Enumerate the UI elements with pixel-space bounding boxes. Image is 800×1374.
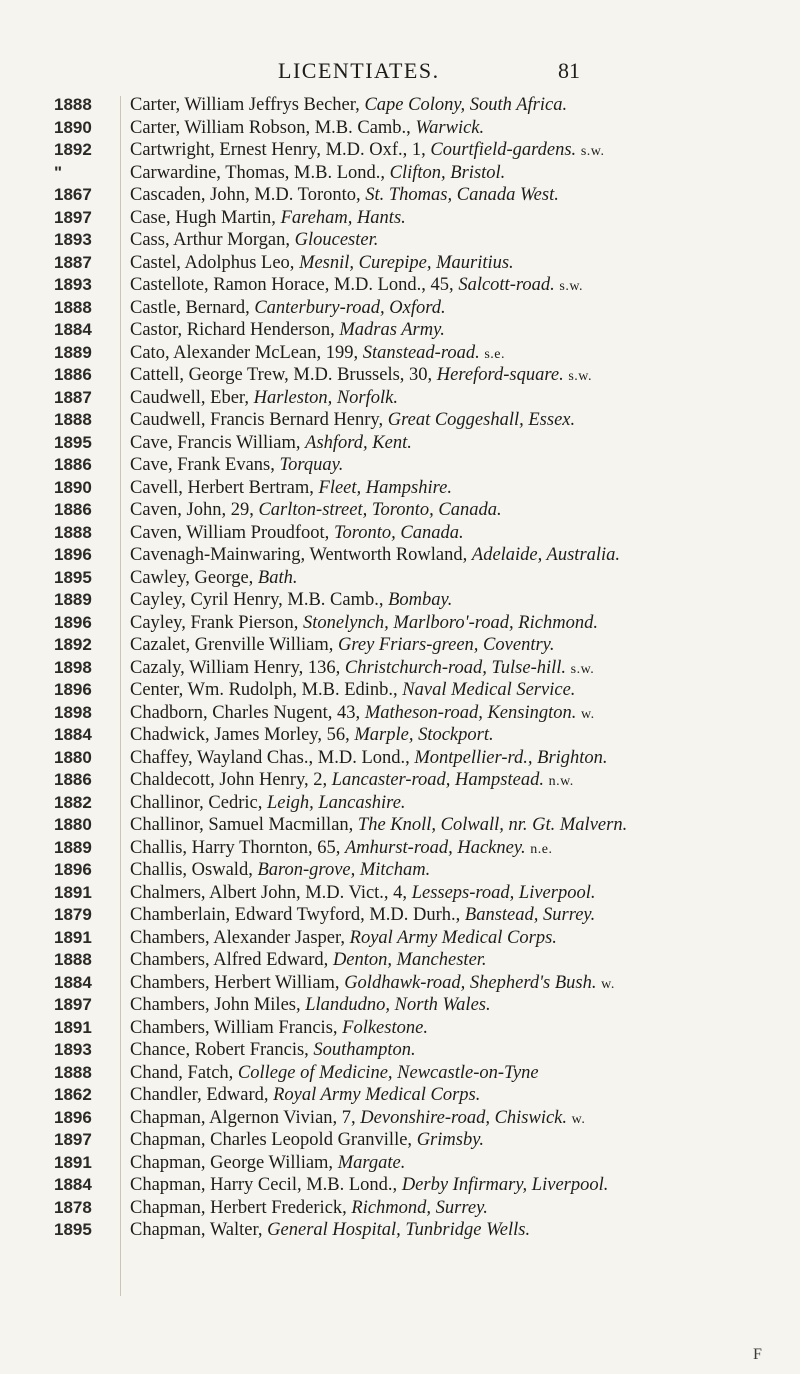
entry-year: 1897 bbox=[54, 1130, 92, 1149]
entry-postal-district: w. bbox=[571, 1111, 586, 1127]
entry-text bbox=[130, 117, 795, 140]
entry-year: 1891 bbox=[54, 927, 92, 947]
entry-year: 1889 bbox=[54, 590, 92, 609]
list-item bbox=[0, 162, 800, 185]
entry-text bbox=[130, 792, 795, 815]
entry-name: Chambers, Alfred Edward, bbox=[130, 950, 333, 970]
entry-text bbox=[130, 747, 795, 770]
entry-address: Royal Army Medical Corps. bbox=[273, 1085, 481, 1105]
entry-name: Chaffey, Wayland Chas., M.D. Lond., bbox=[130, 747, 415, 768]
entry-text bbox=[130, 342, 795, 367]
entry-address: The Knoll, Colwall, nr. Gt. Malvern. bbox=[357, 815, 628, 835]
entry-name: Cavell, Herbert Bertram, bbox=[130, 477, 319, 498]
entry-year: 1896 bbox=[54, 1107, 92, 1127]
entry-year: 1888 bbox=[54, 950, 92, 969]
entry-year: 1893 bbox=[54, 275, 92, 294]
list-item bbox=[0, 1017, 800, 1040]
entry-address: Christchurch-road, Tulse-hill. bbox=[344, 657, 567, 678]
entry-name: Challinor, Cedric, bbox=[130, 792, 267, 813]
entry-postal-district: s.e. bbox=[484, 346, 506, 362]
entry-name: Castor, Richard Henderson, bbox=[130, 320, 340, 340]
entry-address: Clifton, Bristol. bbox=[389, 162, 506, 183]
entry-name: Chambers, Alexander Jasper, bbox=[130, 927, 350, 948]
list-item bbox=[0, 364, 800, 387]
entry-postal-district: s.w. bbox=[568, 369, 592, 384]
running-head bbox=[0, 58, 800, 88]
list-item bbox=[0, 792, 800, 815]
list-item bbox=[0, 139, 800, 162]
list-item bbox=[0, 679, 800, 702]
entry-address: Fareham, Hants. bbox=[280, 207, 406, 228]
entry-year: 1897 bbox=[54, 995, 92, 1014]
entry-postal-district: s.w. bbox=[559, 279, 584, 294]
entry-year: 1888 bbox=[54, 1062, 92, 1082]
entry-year: 1895 bbox=[54, 1220, 92, 1239]
entry-name: Cavenagh-Mainwaring, Wentworth Rowland, bbox=[130, 545, 472, 565]
entry-text bbox=[130, 319, 795, 342]
list-item bbox=[0, 634, 800, 657]
entry-address: Canterbury-road, Oxford. bbox=[254, 297, 446, 318]
entry-name: Chapman, George William, bbox=[130, 1152, 338, 1173]
entry-address: Baron-grove, Mitcham. bbox=[257, 860, 431, 880]
entry-year: 1884 bbox=[54, 1175, 92, 1194]
entry-address: Denton, Manchester. bbox=[332, 950, 487, 970]
entry-text bbox=[130, 1219, 795, 1242]
entry-year: 1888 bbox=[54, 410, 92, 429]
entry-address: Ashford, Kent. bbox=[305, 432, 412, 453]
entry-name: Chapman, Charles Leopold Granville, bbox=[130, 1130, 417, 1150]
entry-year: 1889 bbox=[54, 837, 92, 857]
entry-text bbox=[130, 1062, 795, 1085]
entry-address: Mesnil, Curepipe, Mauritius. bbox=[299, 252, 514, 273]
entry-text bbox=[130, 544, 795, 567]
entry-address: Richmond, Surrey. bbox=[351, 1197, 488, 1218]
entry-postal-district: s.w. bbox=[580, 144, 605, 159]
list-item bbox=[0, 342, 800, 365]
entry-name: Chapman, Algernon Vivian, 7, bbox=[130, 1107, 361, 1128]
entry-name: Caven, John, 29, bbox=[130, 500, 259, 520]
entry-address: Banstead, Surrey. bbox=[464, 905, 596, 925]
licentiates-list bbox=[0, 94, 800, 1242]
entry-text bbox=[130, 1017, 795, 1040]
entry-address: Folkestone. bbox=[342, 1017, 428, 1038]
entry-address: Montpellier-rd., Brighton. bbox=[414, 747, 608, 768]
list-item bbox=[0, 882, 800, 905]
entry-address: College of Medicine, Newcastle-on-Tyne bbox=[237, 1062, 539, 1083]
entry-address: Leigh, Lancashire. bbox=[266, 792, 406, 813]
entry-name: Center, Wm. Rudolph, M.B. Edinb., bbox=[130, 680, 403, 700]
list-item bbox=[0, 117, 800, 140]
entry-text bbox=[130, 184, 795, 207]
entry-postal-district: s.w. bbox=[570, 661, 595, 677]
entry-text bbox=[130, 702, 795, 727]
entry-name: Chadwick, James Morley, 56, bbox=[130, 725, 355, 745]
entry-address: Derby Infirmary, Liverpool. bbox=[401, 1175, 609, 1195]
list-item bbox=[0, 657, 800, 680]
list-item bbox=[0, 589, 800, 612]
entry-year: 1891 bbox=[54, 1017, 92, 1037]
entry-postal-district: n.e. bbox=[530, 841, 553, 857]
list-item bbox=[0, 1174, 800, 1197]
entry-text bbox=[130, 949, 795, 972]
list-item bbox=[0, 319, 800, 342]
entry-name: Caudwell, Eber, bbox=[130, 387, 254, 408]
list-item bbox=[0, 1107, 800, 1130]
entry-name: Caudwell, Francis Bernard Henry, bbox=[130, 410, 388, 430]
entry-text bbox=[130, 1152, 795, 1175]
entry-address: Lesseps-road, Liverpool. bbox=[411, 882, 596, 903]
entry-text bbox=[130, 274, 795, 299]
list-item bbox=[0, 522, 800, 545]
entry-text bbox=[130, 387, 795, 410]
entry-year: 1888 bbox=[54, 297, 92, 317]
entry-text bbox=[130, 1107, 795, 1132]
list-item bbox=[0, 252, 800, 275]
entry-year: 1890 bbox=[54, 117, 92, 137]
entry-text bbox=[130, 724, 795, 747]
entry-text bbox=[130, 477, 795, 500]
list-item bbox=[0, 724, 800, 747]
entry-name: Case, Hugh Martin, bbox=[130, 207, 281, 228]
entry-year: 1886 bbox=[54, 770, 92, 789]
entry-year: 1891 bbox=[54, 882, 92, 902]
entry-text bbox=[130, 1129, 795, 1152]
entry-address: Cape Colony, South Africa. bbox=[364, 95, 568, 115]
entry-address: Bombay. bbox=[388, 590, 453, 610]
entry-address: Torquay. bbox=[279, 455, 344, 475]
entry-year: 1892 bbox=[54, 140, 92, 159]
entry-year: 1898 bbox=[54, 657, 92, 677]
entry-text bbox=[130, 657, 795, 682]
entry-address: General Hospital, Tunbridge Wells. bbox=[267, 1220, 531, 1240]
list-item bbox=[0, 1152, 800, 1175]
list-item bbox=[0, 1062, 800, 1085]
entry-year: 1880 bbox=[54, 815, 92, 834]
list-item bbox=[0, 297, 800, 320]
entry-text bbox=[130, 612, 795, 635]
page-title: LICENTIATES. bbox=[278, 58, 440, 83]
entry-year: 1889 bbox=[54, 342, 92, 362]
entry-address: Margate. bbox=[337, 1152, 406, 1173]
entry-name: Chambers, Herbert William, bbox=[130, 972, 345, 993]
list-item bbox=[0, 1039, 800, 1062]
entry-text bbox=[130, 1174, 795, 1197]
entry-address: Toronto, Canada. bbox=[333, 522, 464, 543]
entry-year: 1862 bbox=[54, 1085, 92, 1104]
entry-text bbox=[130, 522, 795, 545]
entry-address: Courtfield-gardens. bbox=[430, 140, 577, 160]
list-item bbox=[0, 1219, 800, 1242]
entry-address: Harleston, Norfolk. bbox=[253, 387, 398, 408]
list-item bbox=[0, 409, 800, 432]
entry-postal-district: w. bbox=[580, 706, 595, 722]
entry-text bbox=[130, 139, 795, 164]
entry-year: 1895 bbox=[54, 567, 92, 587]
entry-address: Lancaster-road, Hampstead. bbox=[331, 770, 544, 790]
list-item bbox=[0, 1197, 800, 1220]
entry-text bbox=[130, 499, 795, 522]
entry-name: Caven, William Proudfoot, bbox=[130, 522, 334, 543]
entry-year: 1896 bbox=[54, 545, 92, 564]
entry-address: Warwick. bbox=[415, 117, 485, 138]
list-item bbox=[0, 702, 800, 725]
entry-name: Cayley, Cyril Henry, M.B. Camb., bbox=[130, 590, 389, 610]
entry-name: Challinor, Samuel Macmillan, bbox=[130, 815, 358, 835]
entry-year: 1891 bbox=[54, 1152, 92, 1172]
list-item bbox=[0, 612, 800, 635]
entry-postal-district: n.w. bbox=[548, 774, 574, 789]
entry-year: 1880 bbox=[54, 747, 92, 767]
entry-name: Cave, Francis William, bbox=[130, 432, 306, 453]
entry-name: Cass, Arthur Morgan, bbox=[130, 230, 295, 250]
list-item bbox=[0, 747, 800, 770]
list-item bbox=[0, 387, 800, 410]
list-item bbox=[0, 1129, 800, 1152]
entry-year: 1896 bbox=[54, 860, 92, 879]
list-item bbox=[0, 544, 800, 567]
entry-name: Cayley, Frank Pierson, bbox=[130, 612, 303, 633]
entry-address: St. Thomas, Canada West. bbox=[365, 185, 559, 205]
entry-address: Great Coggeshall, Essex. bbox=[387, 410, 576, 430]
entry-name: Castle, Bernard, bbox=[130, 297, 255, 318]
entry-name: Cawley, George, bbox=[130, 567, 258, 588]
entry-text bbox=[130, 589, 795, 612]
entry-text bbox=[130, 837, 795, 862]
entry-year: 1893 bbox=[54, 1040, 92, 1059]
entry-year: 1892 bbox=[54, 635, 92, 654]
entry-name: Cattell, George Trew, M.D. Brussels, 30, bbox=[130, 365, 437, 385]
entry-name: Chapman, Walter, bbox=[130, 1220, 268, 1240]
entry-name: Castel, Adolphus Leo, bbox=[130, 252, 300, 273]
list-item bbox=[0, 927, 800, 950]
entry-name: Chand, Fatch, bbox=[130, 1062, 238, 1083]
entry-text bbox=[130, 297, 795, 320]
list-item bbox=[0, 814, 800, 837]
entry-text bbox=[130, 814, 795, 837]
entry-address: Llandudno, North Wales. bbox=[305, 995, 491, 1015]
entry-address: Grey Friars-green, Coventry. bbox=[338, 635, 555, 655]
list-item bbox=[0, 184, 800, 207]
entry-address: Madras Army. bbox=[339, 320, 445, 340]
entry-address: Southampton. bbox=[313, 1040, 416, 1060]
entry-address: Royal Army Medical Corps. bbox=[349, 927, 557, 948]
entry-text bbox=[130, 859, 795, 882]
list-item bbox=[0, 499, 800, 522]
entry-text bbox=[130, 769, 795, 794]
entry-name: Cave, Frank Evans, bbox=[130, 455, 280, 475]
entry-name: Chaldecott, John Henry, 2, bbox=[130, 770, 332, 790]
entry-name: Cato, Alexander McLean, 199, bbox=[130, 342, 363, 363]
entry-postal-district: w. bbox=[601, 976, 615, 992]
entry-name: Chambers, John Miles, bbox=[130, 995, 306, 1015]
entry-year: 1888 bbox=[54, 95, 92, 114]
entry-text bbox=[130, 994, 795, 1017]
entry-year: 1882 bbox=[54, 792, 92, 812]
list-item bbox=[0, 972, 800, 995]
entry-text bbox=[130, 409, 795, 432]
entry-name: Chandler, Edward, bbox=[130, 1085, 274, 1105]
entry-name: Castellote, Ramon Horace, M.D. Lond., 45, bbox=[130, 275, 459, 295]
entry-year: " bbox=[54, 162, 63, 182]
entry-year: 1884 bbox=[54, 972, 92, 992]
entry-year: 1890 bbox=[54, 477, 92, 497]
entry-address: Matheson-road, Kensington. bbox=[364, 702, 577, 723]
list-item bbox=[0, 567, 800, 590]
entry-text bbox=[130, 679, 795, 702]
entry-text bbox=[130, 94, 795, 117]
entry-year: 1886 bbox=[54, 455, 92, 474]
entry-address: Goldhawk-road, Shepherd's Bush. bbox=[344, 972, 597, 993]
list-item bbox=[0, 454, 800, 477]
entry-name: Chance, Robert Francis, bbox=[130, 1040, 314, 1060]
entry-text bbox=[130, 1084, 795, 1107]
entry-year: 1884 bbox=[54, 725, 92, 744]
entry-name: Carter, William Jeffrys Becher, bbox=[130, 95, 365, 115]
entry-address: Adelaide, Australia. bbox=[471, 545, 621, 565]
entry-address: Carlton-street, Toronto, Canada. bbox=[258, 500, 502, 520]
entry-address: Naval Medical Service. bbox=[402, 680, 576, 700]
list-item bbox=[0, 859, 800, 882]
entry-address: Salcott-road. bbox=[458, 275, 555, 295]
entry-text bbox=[130, 882, 795, 905]
entry-name: Challis, Harry Thornton, 65, bbox=[130, 837, 345, 858]
entry-year: 1879 bbox=[54, 905, 92, 924]
entry-address: Stanstead-road. bbox=[362, 342, 480, 363]
entry-name: Cazaly, William Henry, 136, bbox=[130, 657, 345, 678]
entry-name: Cartwright, Ernest Henry, M.D. Oxf., 1, bbox=[130, 140, 431, 160]
entry-text bbox=[130, 364, 795, 389]
entry-year: 1895 bbox=[54, 432, 92, 452]
entry-text bbox=[130, 972, 795, 997]
entry-text bbox=[130, 1039, 795, 1062]
entry-text bbox=[130, 162, 795, 185]
signature-mark: F bbox=[753, 1346, 762, 1363]
entry-year: 1893 bbox=[54, 230, 92, 249]
list-item bbox=[0, 1084, 800, 1107]
list-item bbox=[0, 477, 800, 500]
entry-name: Chalmers, Albert John, M.D. Vict., 4, bbox=[130, 882, 412, 903]
list-item bbox=[0, 994, 800, 1017]
entry-name: Chapman, Herbert Frederick, bbox=[130, 1197, 352, 1218]
entry-name: Chapman, Harry Cecil, M.B. Lond., bbox=[130, 1175, 402, 1195]
entry-address: Stonelynch, Marlboro'-road, Richmond. bbox=[303, 612, 598, 633]
entry-text bbox=[130, 927, 795, 950]
list-item bbox=[0, 837, 800, 860]
entry-address: Gloucester. bbox=[294, 230, 379, 250]
entry-year: 1887 bbox=[54, 252, 92, 272]
list-item bbox=[0, 432, 800, 455]
entry-text bbox=[130, 904, 795, 927]
entry-year: 1886 bbox=[54, 500, 92, 519]
list-item bbox=[0, 274, 800, 297]
entry-address: Grimsby. bbox=[416, 1130, 485, 1150]
page-number: 81 bbox=[558, 58, 580, 83]
entry-address: Amhurst-road, Hackney. bbox=[344, 837, 526, 858]
entry-name: Chamberlain, Edward Twyford, M.D. Durh., bbox=[130, 905, 465, 925]
entry-address: Marple, Stockport. bbox=[354, 725, 494, 745]
entry-year: 1897 bbox=[54, 207, 92, 227]
entry-text bbox=[130, 229, 795, 252]
entry-text bbox=[130, 634, 795, 657]
list-item bbox=[0, 949, 800, 972]
entry-address: Fleet, Hampshire. bbox=[318, 477, 452, 498]
entry-year: 1867 bbox=[54, 185, 92, 204]
entry-text bbox=[130, 252, 795, 275]
entry-name: Cazalet, Grenville William, bbox=[130, 635, 338, 655]
list-item bbox=[0, 207, 800, 230]
entry-year: 1886 bbox=[54, 365, 92, 384]
entry-address: Hereford-square. bbox=[436, 365, 564, 385]
entry-year: 1896 bbox=[54, 612, 92, 632]
list-item bbox=[0, 229, 800, 252]
entry-year: 1888 bbox=[54, 522, 92, 542]
list-item bbox=[0, 94, 800, 117]
entry-name: Challis, Oswald, bbox=[130, 860, 258, 880]
entry-name: Carwardine, Thomas, M.B. Lond., bbox=[130, 162, 390, 183]
entry-year: 1884 bbox=[54, 320, 92, 339]
entry-name: Carter, William Robson, M.B. Camb., bbox=[130, 117, 416, 138]
entry-text bbox=[130, 432, 795, 455]
entry-text bbox=[130, 454, 795, 477]
entry-year: 1887 bbox=[54, 387, 92, 407]
entry-name: Chadborn, Charles Nugent, 43, bbox=[130, 702, 365, 723]
entry-year: 1878 bbox=[54, 1197, 92, 1217]
entry-address: Bath. bbox=[257, 567, 298, 588]
entry-year: 1898 bbox=[54, 702, 92, 722]
list-item bbox=[0, 769, 800, 792]
entry-year: 1896 bbox=[54, 680, 92, 699]
list-item bbox=[0, 904, 800, 927]
entry-text bbox=[130, 207, 795, 230]
entry-name: Chambers, William Francis, bbox=[130, 1017, 343, 1038]
entry-address: Devonshire-road, Chiswick. bbox=[360, 1107, 568, 1128]
entry-text bbox=[130, 567, 795, 590]
entry-text bbox=[130, 1197, 795, 1220]
entry-name: Cascaden, John, M.D. Toronto, bbox=[130, 185, 366, 205]
